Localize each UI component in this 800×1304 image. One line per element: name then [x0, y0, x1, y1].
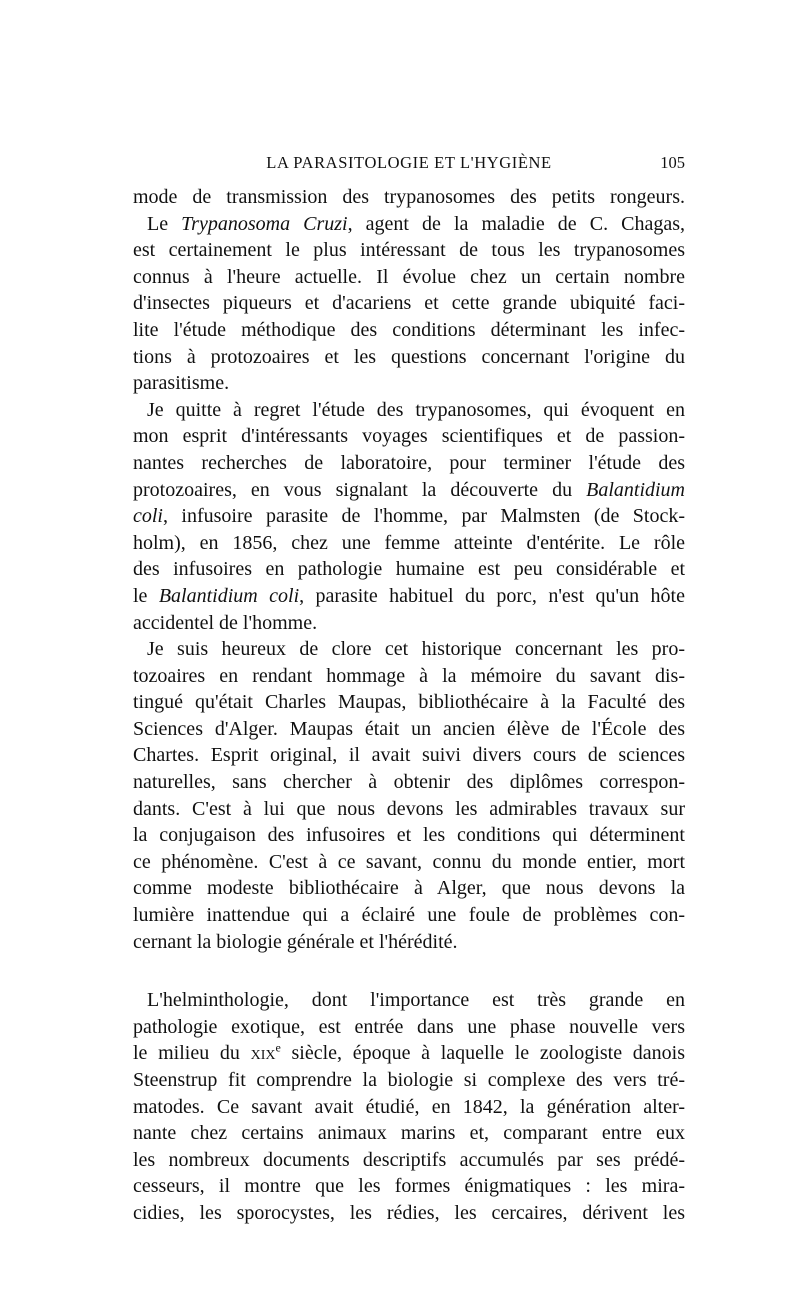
text-line: lite l'étude méthodique des conditions déterminant les infec- [133, 318, 685, 341]
text-line: nantes recherches de laboratoire, pour terminer l'étude des [133, 451, 685, 474]
text-line: holm), en 1856, chez une femme atteinte d'entérite. Le rôle [133, 531, 685, 554]
superscript: e [275, 1040, 281, 1055]
text-line: la conjugaison des infusoires et les conditions qui déterminent [133, 824, 685, 847]
species-name: Balantidium coli [158, 584, 300, 607]
text-line: Sciences d'Alger. Maupas était un ancien élève de l'École des [133, 717, 685, 740]
text-line: matodes. Ce savant avait étudié, en 1842, la génération alter- [133, 1095, 685, 1118]
species-name: coli [133, 505, 163, 528]
text-line: Je quitte à regret l'étude des trypanosomes, qui évoquent en [147, 398, 685, 421]
text-line: pathologie exotique, est entrée dans une phase nouvelle vers [133, 1015, 685, 1038]
species-name: Balantidium [586, 478, 685, 501]
text-line: tions à protozoaires et les questions concernant l'origine du [133, 345, 685, 368]
text-line: le milieu du xix$^e$ siècle, époque à laquelle le zoologiste danois [133, 1040, 685, 1065]
text-line: Je suis heureux de clore cet historique concernant les pro- [147, 638, 685, 661]
text-line: protozoaires, en vous signalant la découverte du Balantidium [133, 478, 685, 501]
text-line: naturelles, sans chercher à obtenir des diplômes correspon- [133, 771, 685, 794]
text-line: ce phénomène. C'est à ce savant, connu du monde entier, mort [133, 850, 685, 873]
century-numeral: xix [250, 1042, 276, 1065]
body-text [133, 184, 685, 1227]
text-line: coli, infusoire parasite de l'homme, par Malmsten (de Stock- [133, 505, 685, 528]
text-line: cernant la biologie générale et l'hérédité. [133, 930, 458, 953]
text-line: cidies, les sporocystes, les rédies, les cercaires, dérivent les [133, 1201, 685, 1224]
text-line: d'insectes piqueurs et d'acariens et cette grande ubiquité faci- [133, 292, 685, 315]
species-name: Trypanosoma Cruzi [181, 212, 348, 235]
text-line: parasitisme. [133, 372, 230, 395]
text-line: L'helminthologie, dont l'importance est très grande en [147, 989, 685, 1012]
section-gap [133, 955, 685, 987]
text-line: connus à l'heure actuelle. Il évolue chez un certain nombre [133, 265, 685, 288]
text-line: dants. C'est à lui que nous devons les admirables travaux sur [133, 797, 685, 820]
text-line: accidentel de l'homme. [133, 611, 318, 634]
text-line: tozoaires en rendant hommage à la mémoire du savant dis- [133, 664, 685, 687]
page-number: 105 [660, 153, 685, 172]
text-line: mon esprit d'intéressants voyages scientifiques et de passion- [133, 425, 685, 448]
running-header [133, 153, 685, 177]
text-line: lumière inattendue qui a éclairé une foule de problèmes con- [133, 904, 685, 927]
text-line: nante chez certains animaux marins et, comparant entre eux [133, 1122, 685, 1145]
text-line: des infusoires en pathologie humaine est peu considérable et [133, 558, 685, 581]
text-line: Chartes. Esprit original, il avait suivi divers cours de sciences [133, 744, 685, 767]
text-line: Steenstrup fit comprendre la biologie si complexe des vers tré- [133, 1069, 685, 1091]
text-line: Le Trypanosoma Cruzi, agent de la maladie de C. Chagas, [147, 212, 686, 235]
running-title: LA PARASITOLOGIE ET L'HYGIÈNE [266, 153, 552, 172]
text-line: tingué qu'était Charles Maupas, bibliothécaire à la Faculté des [133, 691, 685, 714]
text-line: cesseurs, il montre que les formes énigmatiques : les mira- [133, 1175, 685, 1198]
text-line: mode de transmission des trypanosomes des petits rongeurs. [133, 186, 685, 208]
text-line: est certainement le plus intéressant de tous les trypanosomes [133, 239, 685, 262]
text-line: comme modeste bibliothécaire à Alger, que nous devons la [133, 877, 685, 900]
text-line: les nombreux documents descriptifs accumulés par ses prédé- [133, 1148, 685, 1171]
text-line: le Balantidium coli, parasite habituel du porc, n'est qu'un hôte [133, 584, 685, 607]
